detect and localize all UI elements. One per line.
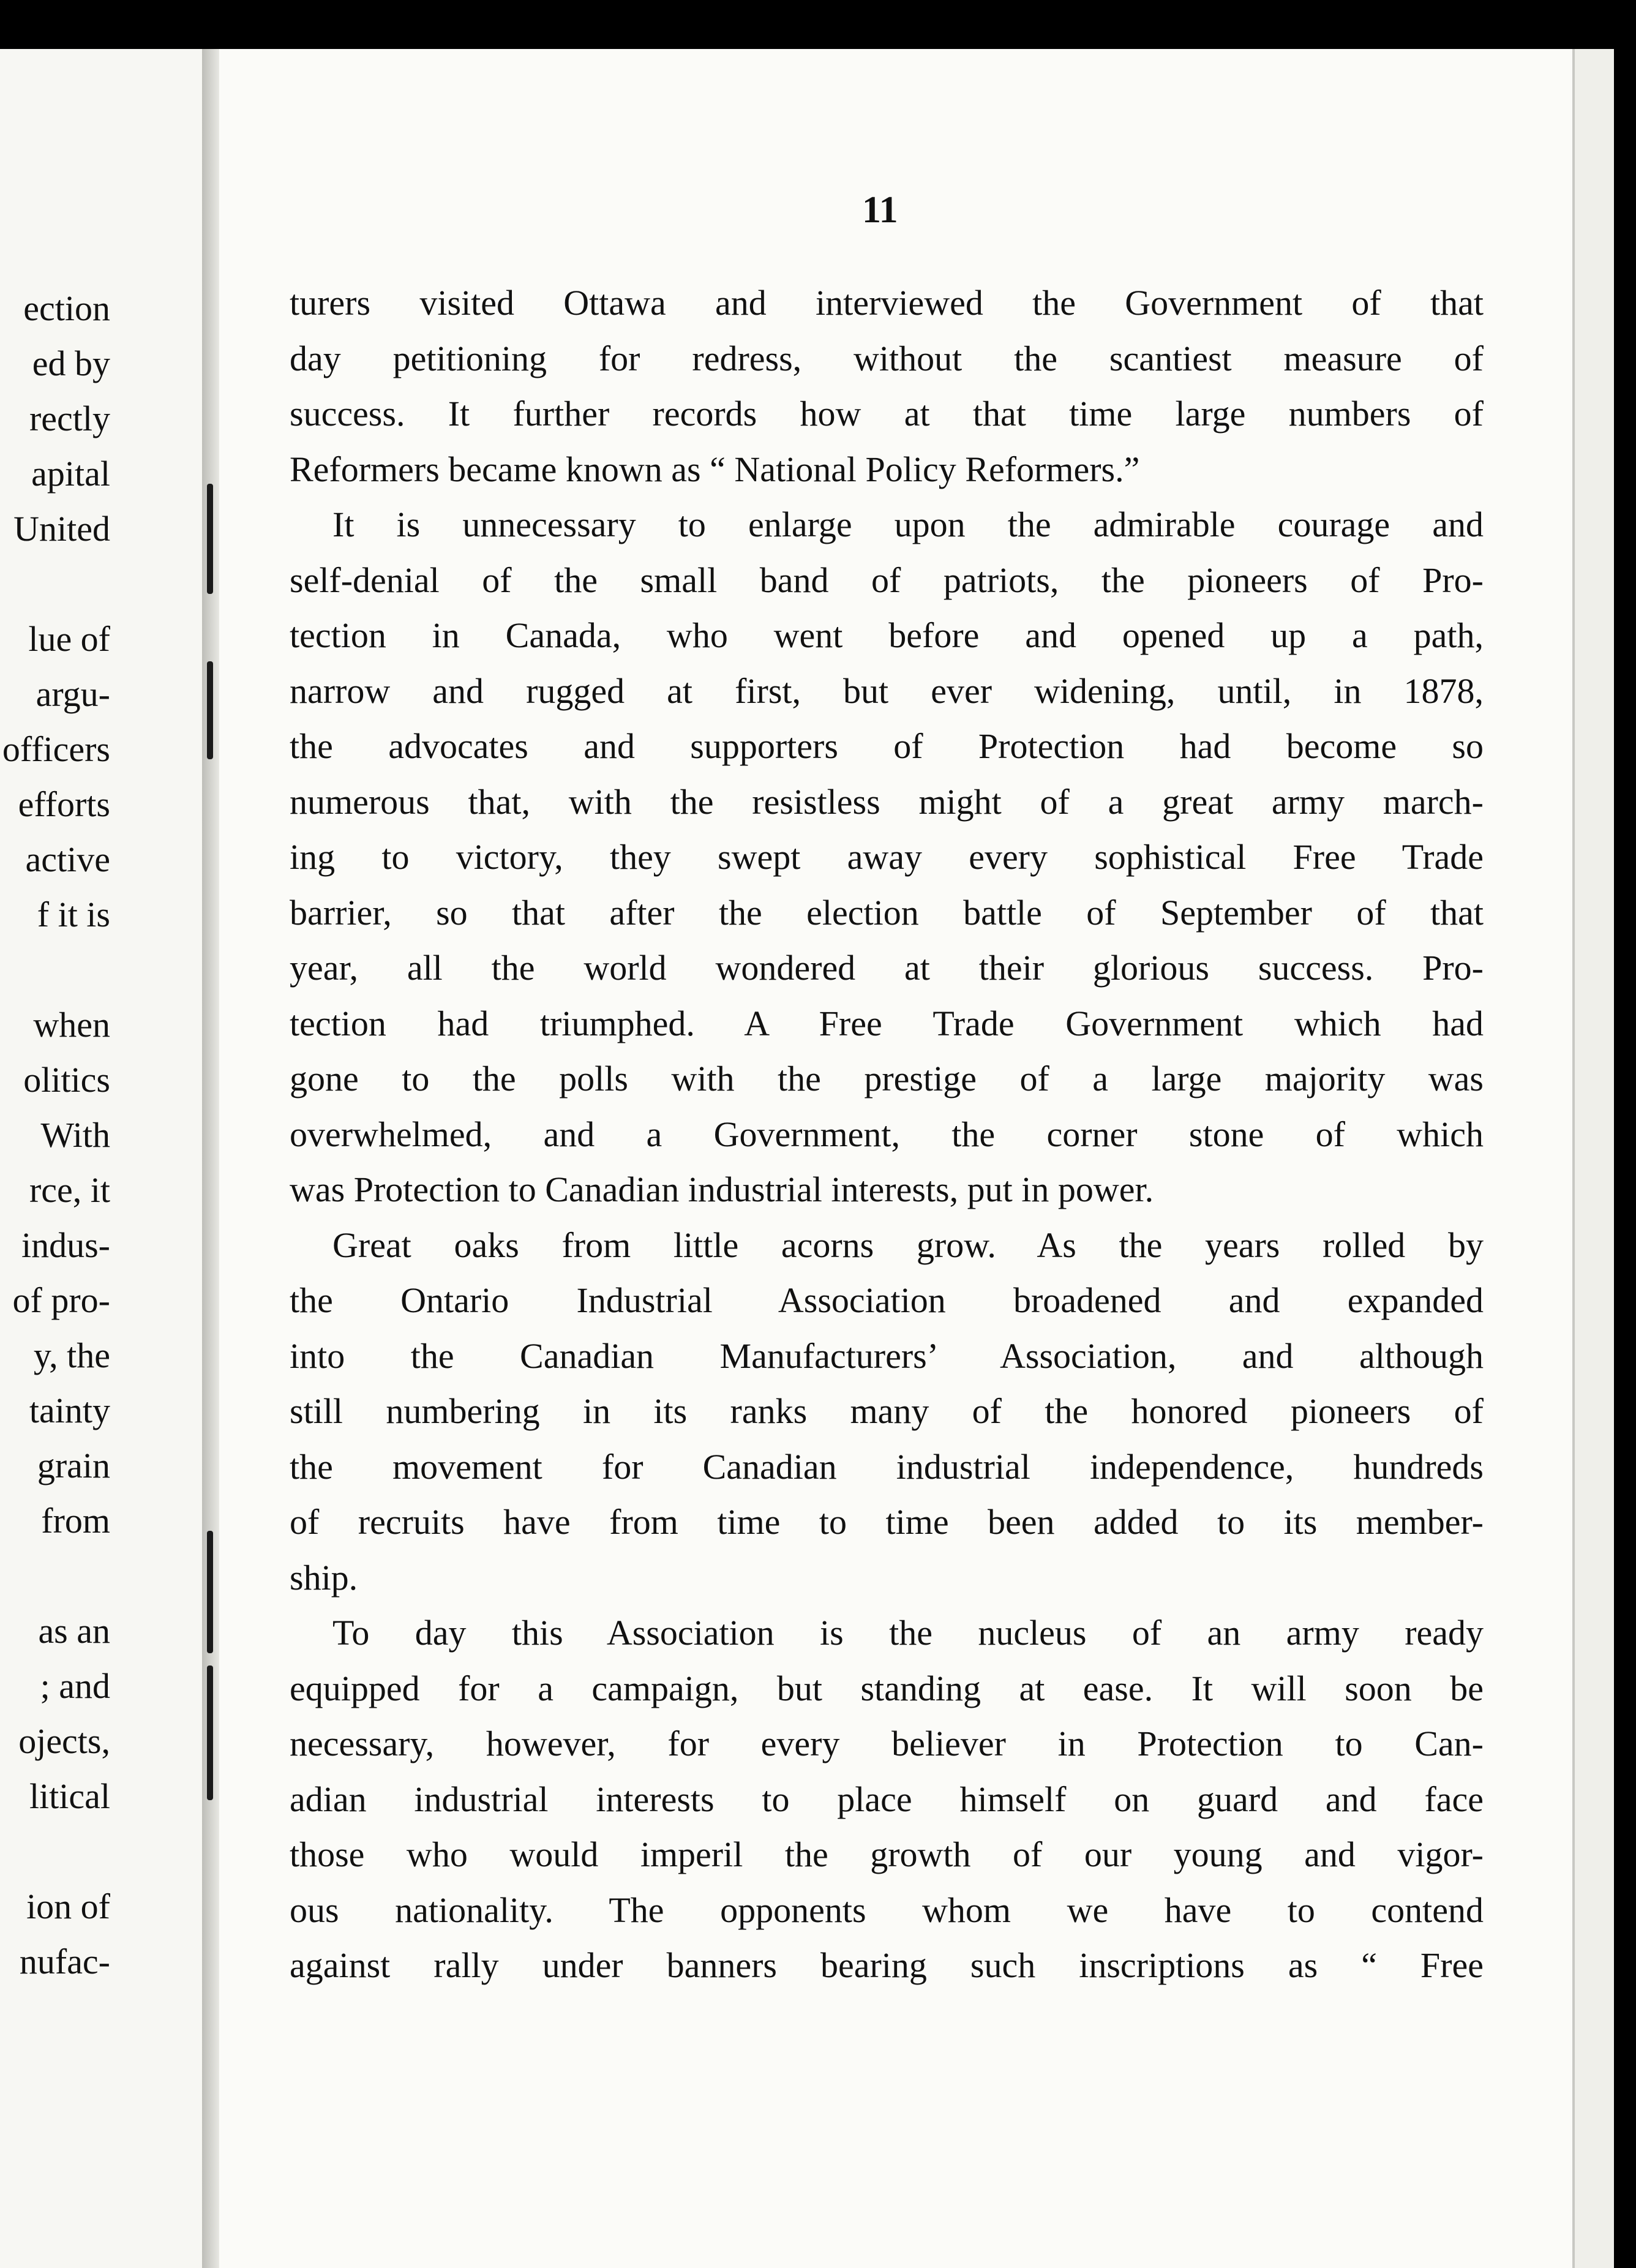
left-page-fragment: ion of — [26, 1887, 110, 1926]
text-line: overwhelmed, and a Government, the corner stone of which — [290, 1114, 1484, 1154]
page-edge — [1572, 49, 1614, 2268]
binding-thread — [207, 661, 213, 759]
text-line: against rally under banners bearing such inscriptions as “ Free — [290, 1945, 1484, 1985]
text-line: ing to victory, they swept away every sophistical Free Trade — [290, 837, 1484, 877]
body-text — [290, 276, 1484, 1994]
binding-thread — [207, 1665, 213, 1800]
paragraph — [290, 276, 1484, 497]
text-line: tection in Canada, who went before and opened up a path, — [290, 615, 1484, 655]
text-line: ous nationality. The opponents whom we have to contend — [290, 1890, 1484, 1930]
left-page-fragment: With — [40, 1115, 110, 1155]
left-page-fragment: ojects, — [18, 1721, 110, 1761]
text-line: adian industrial interests to place himself on guard and face — [290, 1779, 1484, 1819]
left-page-fragment: of pro- — [12, 1280, 110, 1320]
left-page-fragment: officers — [2, 729, 110, 769]
text-line: necessary, however, for every believer in Protection to Can- — [290, 1724, 1484, 1763]
text-line: Great oaks from little acorns grow. As the years rolled by — [332, 1225, 1484, 1265]
text-line: It is unnecessary to enlarge upon the admirable courage and — [332, 505, 1484, 544]
binding-thread — [207, 484, 213, 594]
text-line: self-denial of the small band of patriots, the pioneers of Pro- — [290, 560, 1484, 600]
left-page-fragment: when — [33, 1005, 110, 1045]
text-line: Reformers became known as “ National Policy Reformers.” — [290, 449, 1140, 489]
text-line: day petitioning for redress, without the scantiest measure of — [290, 338, 1484, 378]
left-page-fragment: as an — [38, 1611, 110, 1651]
left-page-fragment: tainty — [29, 1391, 110, 1430]
paragraph — [290, 497, 1484, 1218]
text-line: success. It further records how at that time large numbers of — [290, 394, 1484, 434]
text-line: numerous that, with the resistless might of a great army march- — [290, 781, 1484, 822]
left-page-fragment: grain — [37, 1446, 110, 1485]
left-page-fragment: y, the — [33, 1335, 110, 1375]
text-line: the Ontario Industrial Association broadened and expanded — [290, 1280, 1484, 1320]
page-number: 11 — [862, 189, 898, 231]
right-page — [219, 49, 1572, 2268]
left-page-fragment: f it is — [37, 895, 110, 934]
text-line: into the Canadian Manufacturers’ Association, and although — [290, 1335, 1484, 1376]
left-page-fragment: ; and — [40, 1666, 110, 1706]
text-line: gone to the polls with the prestige of a large majority was — [290, 1059, 1484, 1098]
text-line: year, all the world wondered at their glorious success. Pro- — [290, 948, 1484, 988]
left-page-fragment: active — [25, 839, 110, 879]
text-line: narrow and rugged at first, but ever widening, until, in 1878, — [290, 670, 1484, 711]
text-line: To day this Association is the nucleus of an army ready — [332, 1613, 1484, 1653]
book-gutter — [202, 49, 219, 2268]
left-page-fragment: lue of — [28, 619, 110, 659]
text-line: ship. — [290, 1557, 358, 1598]
text-line: was Protection to Canadian industrial interests, put in power. — [290, 1170, 1154, 1209]
text-line: barrier, so that after the election battle of September of that — [290, 892, 1484, 933]
paragraph — [290, 1218, 1484, 1606]
text-line: the movement for Canadian industrial independence, hundreds — [290, 1446, 1484, 1487]
left-page-fragment: rectly — [29, 399, 110, 438]
paragraph — [290, 1605, 1484, 1994]
left-page-fragment: nufac- — [19, 1942, 110, 1981]
text-line: of recruits have from time to time been added to its member- — [290, 1502, 1484, 1542]
binding-thread — [207, 1531, 213, 1653]
text-line: turers visited Ottawa and interviewed the Government of that — [290, 283, 1484, 323]
left-page-fragment: rce, it — [29, 1170, 110, 1210]
left-page-fragment: argu- — [36, 674, 110, 714]
left-page-fragment: olitics — [23, 1060, 110, 1100]
left-page-fragment: ection — [23, 288, 110, 328]
left-page-fragment: apital — [31, 454, 110, 494]
left-page-fragment: from — [41, 1501, 110, 1541]
left-page — [0, 49, 202, 2268]
left-page-fragment: indus- — [21, 1225, 110, 1265]
text-line: those who would imperil the growth of our young and vigor- — [290, 1834, 1484, 1874]
left-page-fragment: United — [13, 509, 110, 549]
left-page-fragment: ed by — [32, 344, 110, 383]
text-line: the advocates and supporters of Protection had become so — [290, 726, 1484, 766]
left-page-fragment: litical — [29, 1776, 110, 1816]
text-line: still numbering in its ranks many of the honored pioneers of — [290, 1391, 1484, 1431]
left-page-fragment: efforts — [18, 784, 110, 824]
text-line: tection had triumphed. A Free Trade Government which had — [290, 1003, 1484, 1043]
text-line: equipped for a campaign, but standing at ease. It will soon be — [290, 1668, 1484, 1708]
